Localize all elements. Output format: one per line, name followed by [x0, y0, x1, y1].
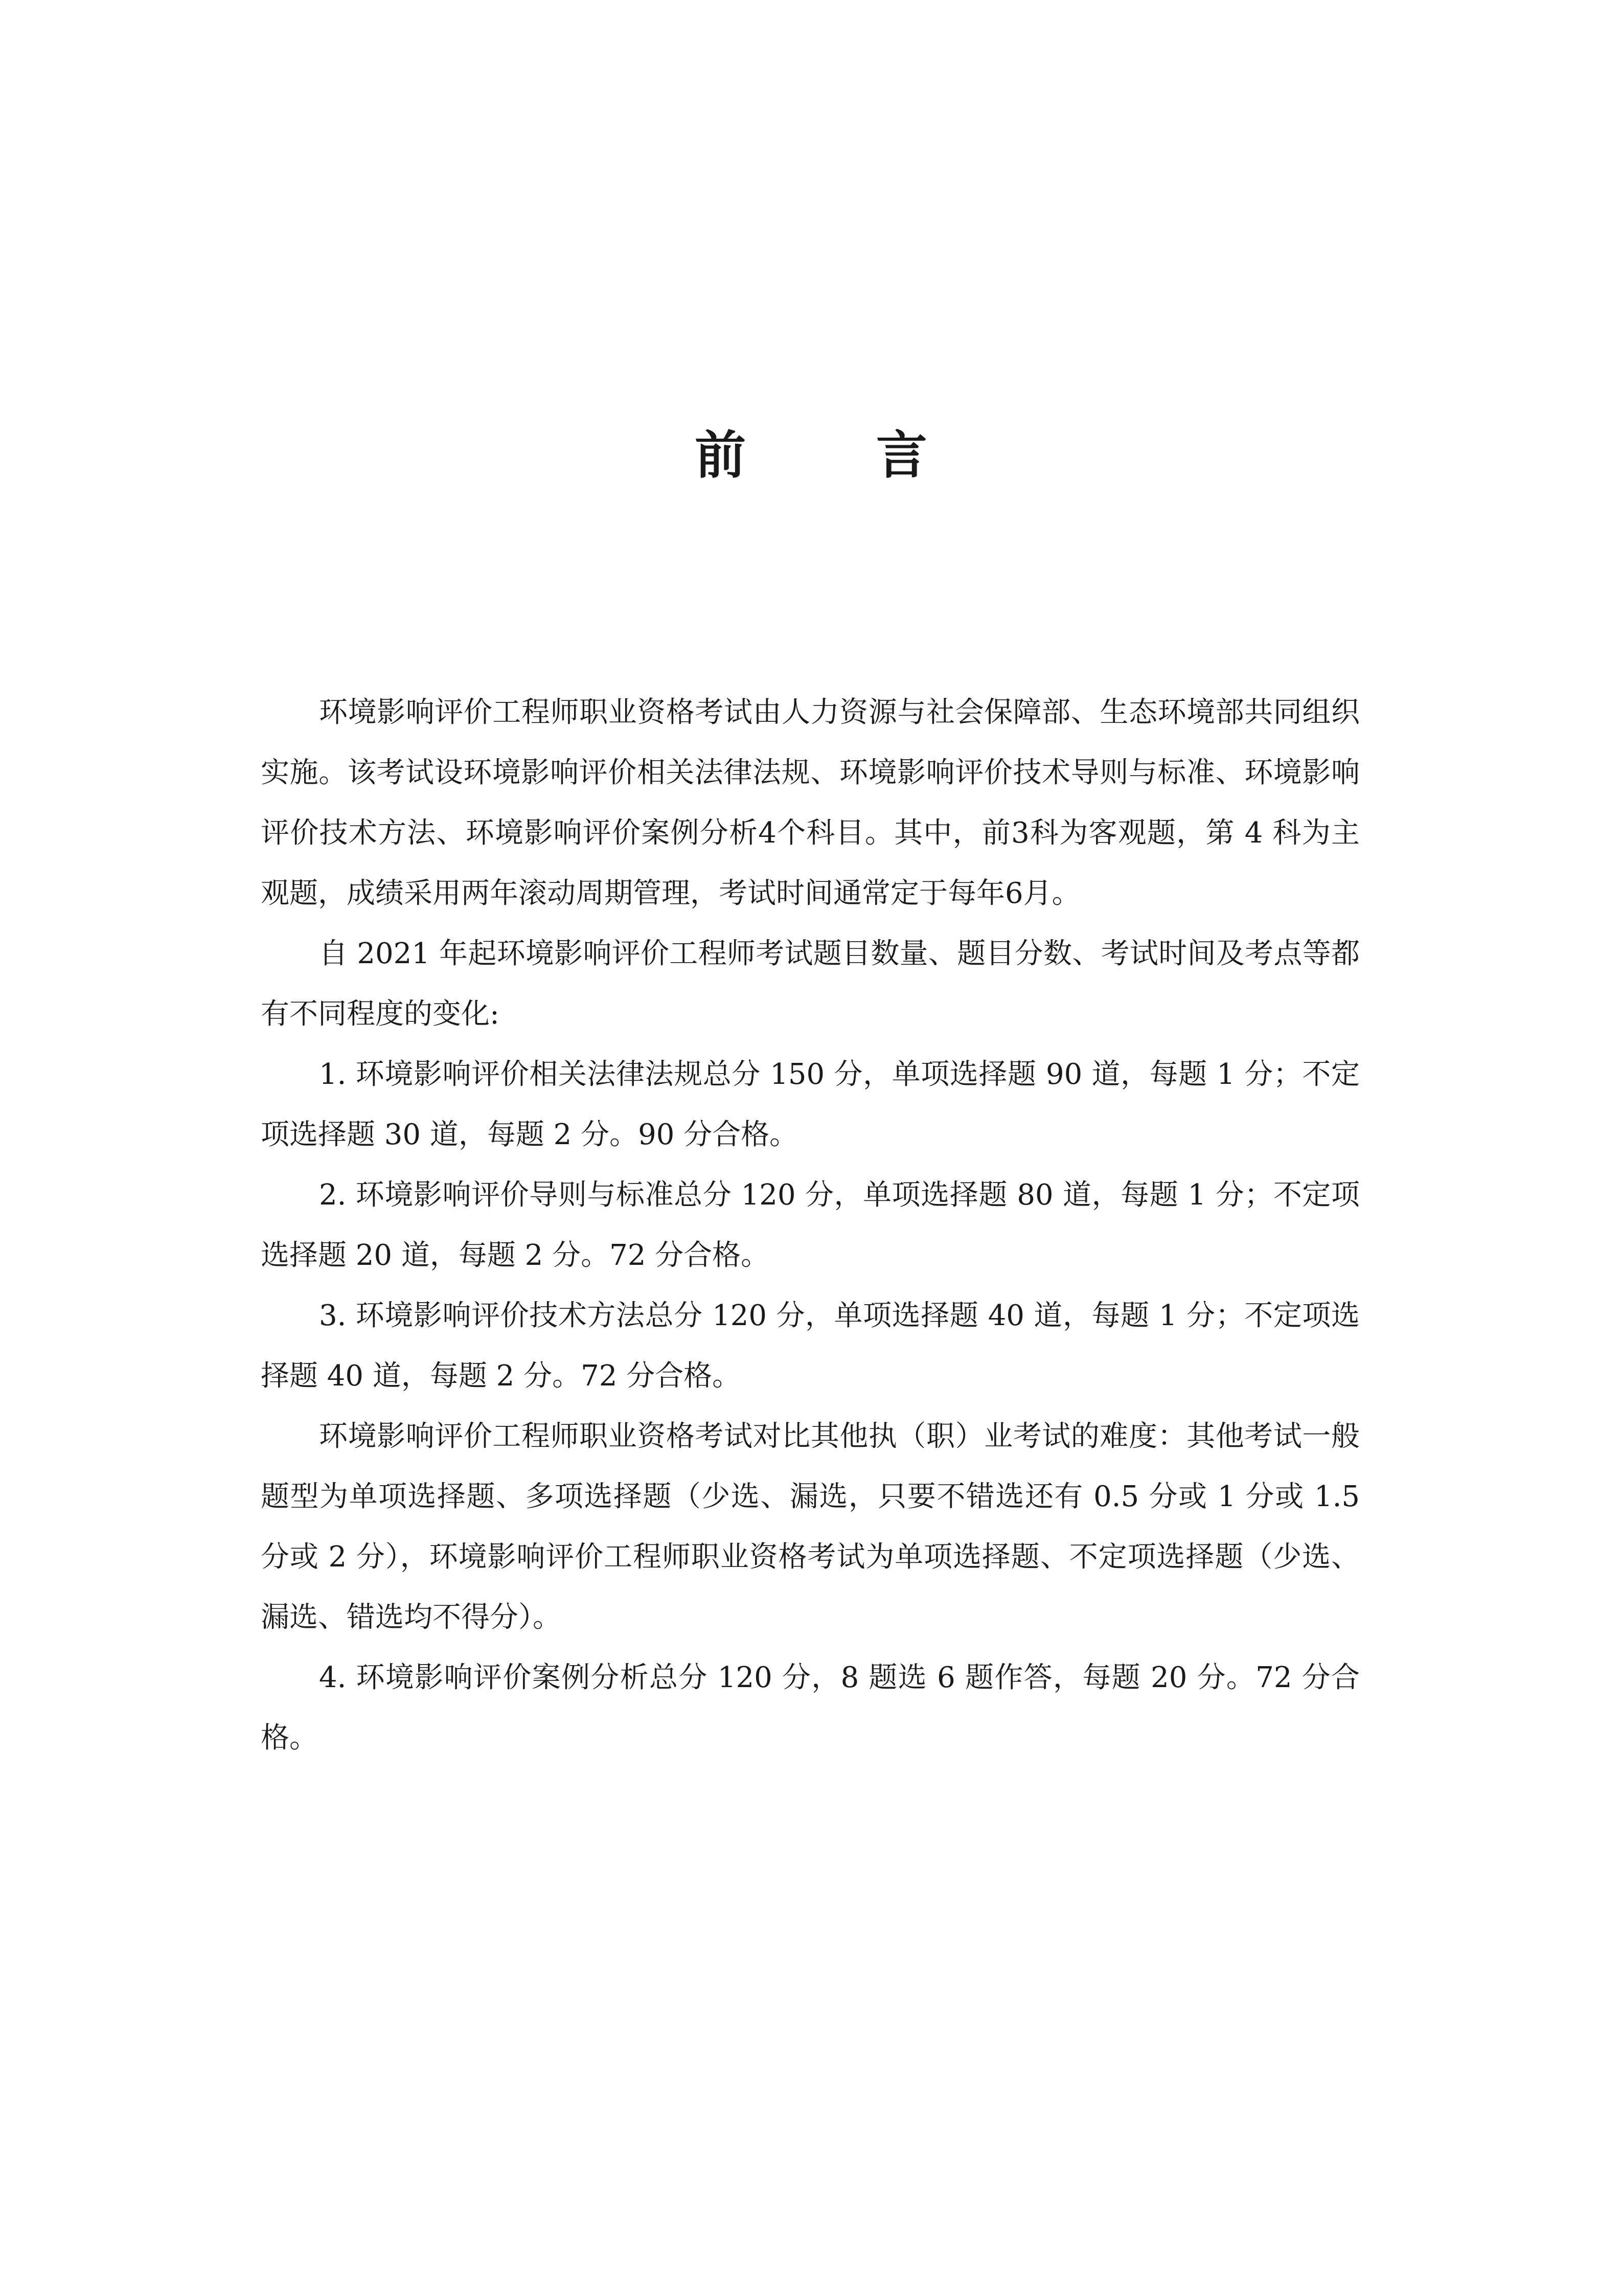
paragraph-changes: 自 2021 年起环境影响评价工程师考试题目数量、题目分数、考试时间及考点等都有不同程度的变化:	[261, 937, 1360, 1031]
paragraph-item-3: 3. 环境影响评价技术方法总分 120 分，单项选择题 40 道，每题 1 分；不定项选择题 40 道，每题 2 分。72 分合格。	[261, 1299, 1360, 1393]
page-title: 前 言	[695, 425, 984, 485]
paragraph-item-2: 2. 环境影响评价导则与标准总分 120 分，单项选择题 80 道，每题 1 分；不定项选择题 20 道，每题 2 分。72 分合格。	[261, 1178, 1360, 1272]
preface-body	[261, 683, 1360, 1768]
paragraph-intro: 环境影响评价工程师职业资格考试由人力资源与社会保障部、生态环境部共同组织实施。该考试设环境影响评价相关法律法规、环境影响评价技术导则与标准、环境影响评价技术方法、环境影响评价案例分析4个科目。其中，前3科为客观题，第 4 科为主观题，成绩采用两年滚动周期管理，考试时间通常定于每年6月。	[261, 696, 1360, 910]
paragraph-item-1: 1. 环境影响评价相关法律法规总分 150 分，单项选择题 90 道，每题 1 分；不定项选择题 30 道，每题 2 分。90 分合格。	[261, 1058, 1360, 1151]
paragraph-difficulty: 环境影响评价工程师职业资格考试对比其他执（职）业考试的难度：其他考试一般题型为单项选择题、多项选择题（少选、漏选，只要不错选还有 0.5 分或 1 分或 1.5 分或 2 分），环境影响评价工程师职业资格考试为单项选择题、不定项选择题（少选、漏选、错选均不得分）。	[261, 1420, 1360, 1634]
paragraph-item-4: 4. 环境影响评价案例分析总分 120 分，8 题选 6 题作答，每题 20 分。72 分合格。	[261, 1661, 1360, 1755]
